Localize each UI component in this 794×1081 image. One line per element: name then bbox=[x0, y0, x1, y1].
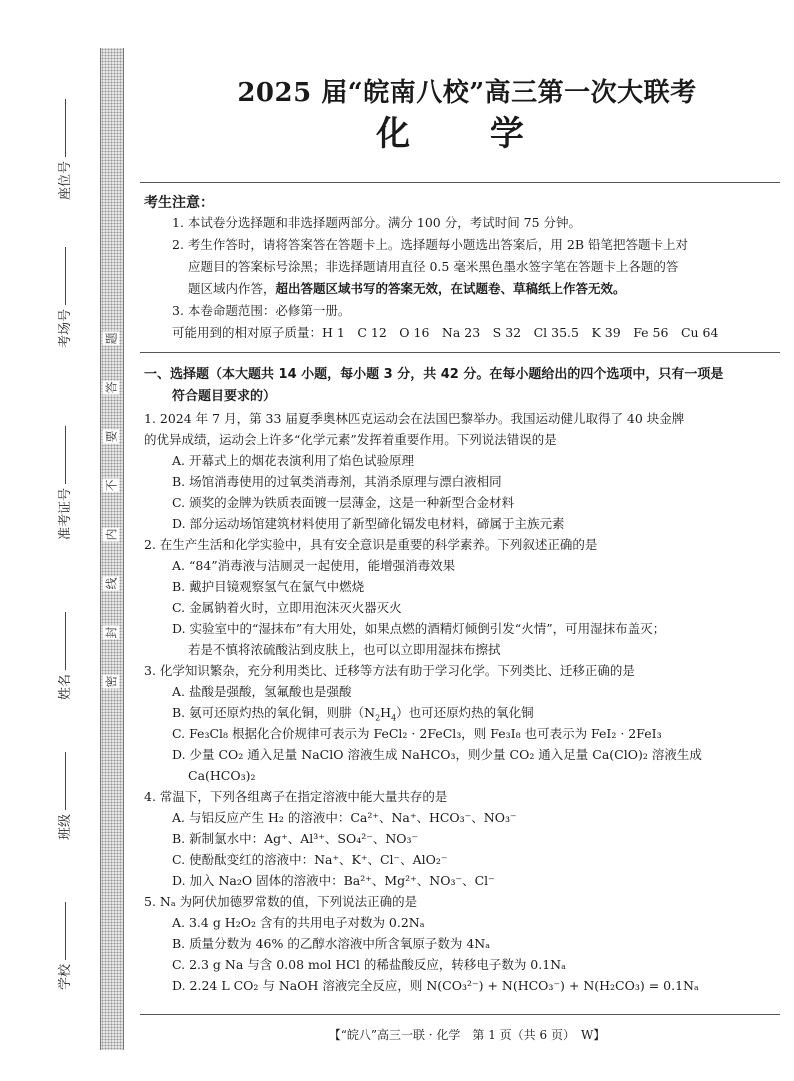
notice-item: 题区域内作答，超出答题区域书写的答案无效，在试题卷、草稿纸上作答无效。 bbox=[188, 281, 626, 296]
question-1-option-c: C. 颁奖的金牌为铁质表面镀一层薄金，这是一种新型合金材料 bbox=[172, 495, 515, 510]
seal-line-text bbox=[104, 330, 118, 690]
section-heading: 一、选择题（本大题共 14 小题，每小题 3 分，共 42 分。在每小题给出的四个选项中，只有一项是 符合题目要求的） bbox=[144, 367, 724, 404]
question-2-option-d: D. 实验室中的“湿抹布”有大用处，如果点燃的酒精灯倾倒引发“火情”，可用湿抹布盖灭； 若是不慎将浓硫酸沾到皮肤上，也可以立即用湿抹布擦拭 bbox=[172, 621, 666, 657]
question-2-option-a: A. “84”消毒液与洁厕灵一起使用，能增强消毒效果 bbox=[172, 558, 456, 573]
admission-number-field[interactable]: 准考证号 bbox=[54, 426, 73, 540]
question-1-option-a: A. 开幕式上的烟花表演利用了焰色试验原理 bbox=[172, 453, 414, 468]
question-1-stem: 1. 2024 年 7 月，第 33 届夏季奥林匹克运动会在法国巴黎举办。我国运动健儿取得了 40 块金牌 的优异成绩，运动会上许多“化学元素”发挥着重要作用。下列说法错误的是 bbox=[144, 411, 685, 447]
exam-room-field[interactable]: 考场号 bbox=[54, 247, 73, 348]
question-5-option-c: C. 2.3 g Na 与含 0.08 mol HCl 的稀盐酸反应，转移电子数为 0.1Nₐ bbox=[172, 957, 566, 972]
question-2-stem: 2. 在生产生活和化学实验中，具有安全意识是重要的科学素养。下列叙述正确的是 bbox=[144, 537, 598, 552]
question-3-option-c: C. Fe₃Cl₈ 根据化合价规律可表示为 FeCl₂ · 2FeCl₃，则 Fe₃I₈ 也可表示为 FeI₂ · 2FeI₃ bbox=[172, 726, 662, 741]
seal-char: 密 bbox=[104, 675, 119, 688]
atomic-mass-line: 可能用到的相对原子质量：H 1 C 12 O 16 Na 23 S 32 Cl 35.5 K 39 Fe 56 Cu 64 bbox=[172, 325, 719, 340]
seal-char: 题 bbox=[104, 332, 119, 345]
question-4-stem: 4. 常温下，下列各组离子在指定溶液中能大量共存的是 bbox=[144, 789, 448, 804]
notice-warning: 超出答题区域书写的答案无效，在试题卷、草稿纸上作答无效。 bbox=[275, 281, 626, 296]
notice-item: 应题目的答案标号涂黑；非选择题请用直径 0.5 毫米黑色墨水签字笔在答题卡上各题的答 bbox=[188, 259, 679, 274]
school-field[interactable]: 学校 bbox=[54, 902, 73, 990]
question-3-stem: 3. 化学知识繁杂，充分利用类比、迁移等方法有助于学习化学。下列类比、迁移正确的是 bbox=[144, 663, 635, 678]
divider bbox=[140, 182, 780, 183]
question-5-option-b: B. 质量分数为 46% 的乙醇水溶液中所含氧原子数为 4Nₐ bbox=[172, 936, 491, 951]
exam-title: 2025 届“皖南八校”高三第一次大联考 bbox=[237, 78, 697, 108]
seat-number-field[interactable]: 座位号 bbox=[54, 99, 73, 200]
question-3-option-d: D. 少量 CO₂ 通入足量 NaClO 溶液生成 NaHCO₃，则少量 CO₂ 通入足量 Ca(ClO)₂ 溶液生成 Ca(HCO₃)₂ bbox=[172, 747, 702, 783]
question-3-option-b: B. 氨可还原灼热的氧化铜，则肼$(N_2H_4)$也可还原灼热的氧化铜 bbox=[172, 705, 534, 723]
class-field[interactable]: 班级 bbox=[54, 752, 73, 840]
seal-char: 封 bbox=[104, 626, 119, 639]
question-5-option-a: A. 3.4 g H₂O₂ 含有的共用电子对数为 0.2Nₐ bbox=[172, 915, 425, 930]
seal-char: 要 bbox=[104, 430, 119, 443]
question-5-option-d: D. 2.24 L CO₂ 与 NaOH 溶液完全反应，则 N(CO₃²⁻) + N(HCO₃⁻) + N(H₂CO₃) = 0.1Nₐ bbox=[172, 978, 699, 993]
notice-item: 3. 本卷命题范围：必修第一册。 bbox=[172, 303, 351, 318]
question-2-option-b: B. 戴护目镜观察氢气在氯气中燃烧 bbox=[172, 579, 365, 594]
notice-item: 1. 本试卷分选择题和非选择题两部分。满分 100 分，考试时间 75 分钟。 bbox=[172, 215, 582, 230]
name-field[interactable]: 姓名 bbox=[54, 612, 73, 700]
page-footer: 【“皖八”高三一联 · 化学 第 1 页（共 6 页） W】 bbox=[328, 1028, 606, 1042]
question-4-option-a: A. 与铝反应产生 H₂ 的溶液中：Ca²⁺、Na⁺、HCO₃⁻、NO₃⁻ bbox=[172, 810, 517, 825]
seal-char: 不 bbox=[104, 479, 119, 492]
question-2-option-c: C. 金属钠着火时，立即用泡沫灭火器灭火 bbox=[172, 600, 402, 615]
seal-char: 线 bbox=[104, 577, 119, 590]
seal-char: 答 bbox=[104, 381, 119, 394]
question-5-stem: 5. Nₐ 为阿伏加德罗常数的值，下列说法正确的是 bbox=[144, 894, 418, 909]
question-4-option-b: B. 新制氯水中：Ag⁺、Al³⁺、SO₄²⁻、NO₃⁻ bbox=[172, 831, 419, 846]
divider bbox=[140, 1014, 780, 1015]
question-1-option-d: D. 部分运动场馆建筑材料使用了新型碲化镉发电材料，碲属于主族元素 bbox=[172, 516, 565, 531]
question-4-option-c: C. 使酚酞变红的溶液中：Na⁺、K⁺、Cl⁻、AlO₂⁻ bbox=[172, 852, 448, 867]
seal-char: 内 bbox=[104, 528, 119, 541]
question-4-option-d: D. 加入 Na₂O 固体的溶液中：Ba²⁺、Mg²⁺、NO₃⁻、Cl⁻ bbox=[172, 873, 495, 888]
divider bbox=[140, 352, 780, 353]
subject-title: 化 学 bbox=[376, 114, 558, 154]
notice-item: 2. 考生作答时，请将答案答在答题卡上。选择题每小题选出答案后，用 2B 铅笔把答题卡上对 bbox=[172, 237, 688, 252]
notice-heading: 考生注意： bbox=[144, 195, 214, 211]
question-3-option-a: A. 盐酸是强酸，氢氟酸也是强酸 bbox=[172, 684, 352, 699]
question-1-option-b: B. 场馆消毒使用的过氧类消毒剂，其消杀原理与漂白液相同 bbox=[172, 474, 502, 489]
